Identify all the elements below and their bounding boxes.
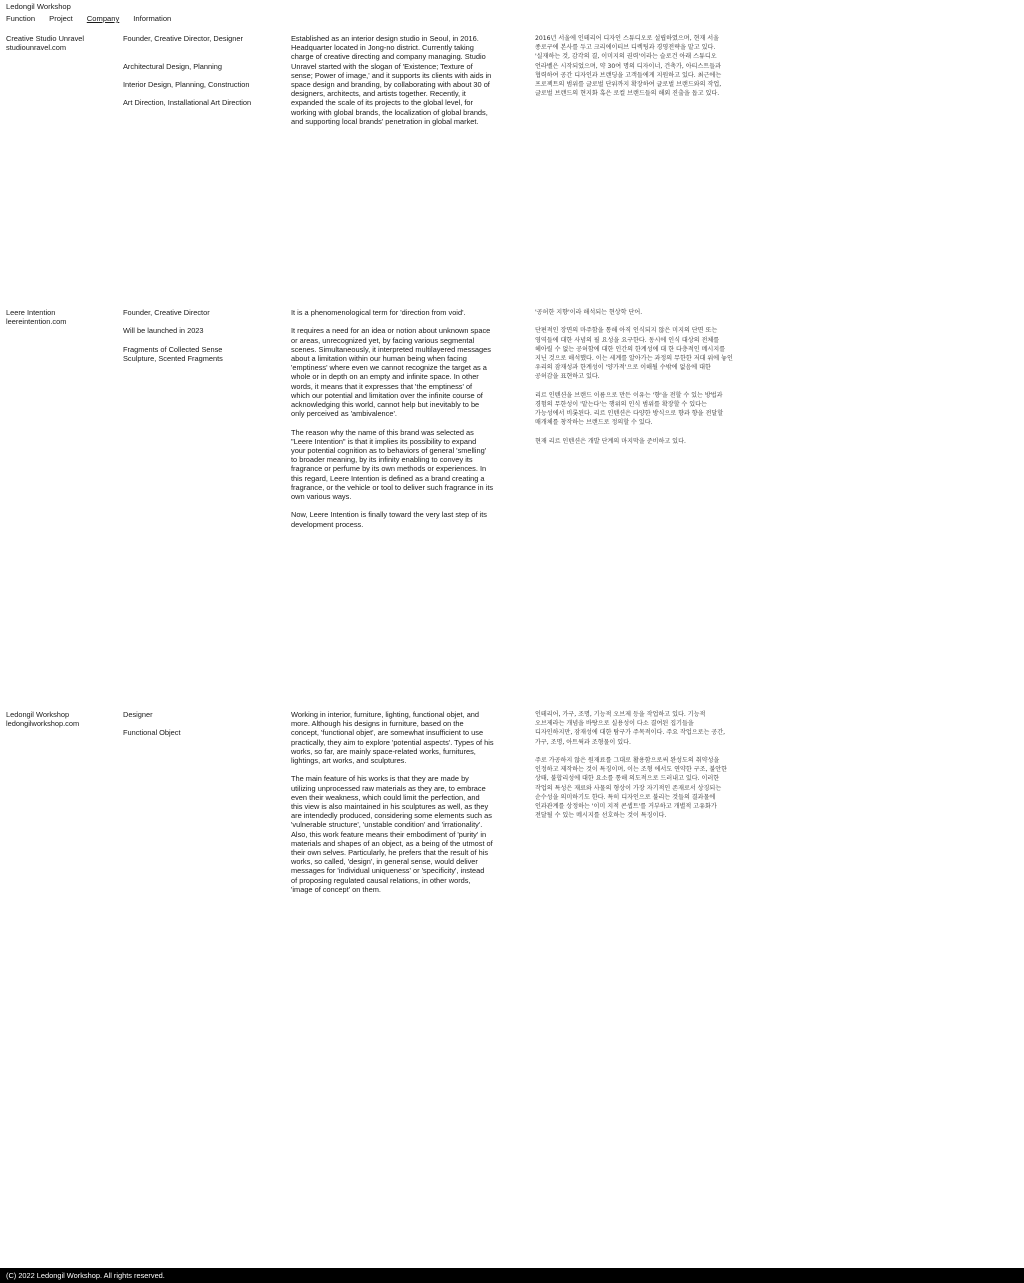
company-name-column [6,308,116,326]
description-paragraph: The main feature of his works is that they are made by utilizing unprocessed raw materials as they are, to embrace even their weakness, which could limit the perfection, and this view is also maintained in his sculptures as well, as they are intendedly produced, considering some elements such as 'vulnerable structure', 'unstable condition' and 'irrationality'. Also, this work feature means their embodiment of 'purity' in materials and shapes of an object, as a being of the utmost of their own selves. Particularly, he prefers that the result of his works, so called, 'design', in general sense, would deliver messages for 'individual uniqueness' or 'specificity', instead of proposing regulated causal relations, in other words, 'image of concept' on them. [291,774,493,894]
copyright-text: (C) 2022 Ledongil Workshop. All rights reserved. [6,1271,165,1280]
site-title[interactable]: Ledongil Workshop [6,2,71,11]
field-item: Interior Design, Planning, Construction [123,80,250,89]
role-text: Founder, Creative Director [123,308,210,317]
korean-description [535,710,747,830]
description-paragraph: 2016년 서울에 인테리어 디자인 스튜디오로 설립하였으며, 현재 서울 종로구에 본사를 두고 크리에이티브 디렉팅과 경영전략을 맡고 있다. '실재하는 것, 감각의 결, 이미지의 권력'이라는 슬로건 아래 스튜디오 언라벨은 시작되었으며, 약 30여 명의 디자이너, 건축가, 아티스트들과 협력하여 공간 디자인과 브랜딩을 고객들에게 지원하고 있다. 최근에는 프로젝트의 범위를 글로벌 단위까지 확장하여 글로벌 브랜드와의 작업, 글로벌 브랜드의 현지화 혹은 로컬 브랜드들의 해외 진출을 돕고 있다. [535,35,722,98]
company-website-link[interactable]: leereintention.com [6,317,67,327]
description-paragraph: Established as an interior design studio in Seoul, in 2016. Headquarter located in Jong-no district. Currently taking charge of creative directing and company managing. Studio Unravel started with the slogan of 'Existence; Texture of sense; Power of image,' and it supports its clients with aids in space design and branding, by collaborating with about 30 of designers, architects, and artists together. Recently, it expanded the scale of its projects to the global level, for working with global brands, the localization of global brands, and supporting local brands' penetration in global market. [291,34,492,126]
field-item: Art Direction, Installational Art Direction [123,98,252,108]
english-description [291,710,503,903]
description-paragraph: It requires a need for an idea or notion about unknown space or areas, unrecognized yet, by facing various segmental scenes. Simultaneously, it interpreted multilayered messages about a limitation within our human being when facing 'emptiness' where even we cannot recognize the target as a whole or in depth on an empty and infinite space. In other words, it means that it expresses that 'the emptiness' of which our potential and limitation over the infinite course of acknowledging this world, cannot help but inevitably to be only perceived as 'ambivalence'. [291,326,491,419]
description-paragraph: '공허한 지향'이라 해석되는 현상학 단어. [535,309,643,316]
company-name-column [6,34,116,52]
footer-bar [0,1268,1024,1283]
description-paragraph: It is a phenomenological term for 'direction from void'. [291,308,466,317]
company-website-link[interactable]: ledongilworkshop.com [6,719,80,729]
role-column [123,34,283,117]
nav-item-information[interactable]: Information [133,14,172,23]
company-name: Leere Intention [6,308,56,317]
field-item: Architectural Design, Planning [123,61,223,71]
description-paragraph: 주로 가공하지 않은 원재료를 그대로 활용함으로써 완성도의 취약성을 인정하고 제작하는 것이 특징이며, 이는 조형 에서도 연약한 구조, 불안한 상태, 불합리성에 대한 요소를 통해 의도적으로 드러내고 있다. 이러한 작업의 특성은 재료와 사물의 형상이 가장 자기적인 존재로서 상징되는 순수성을 의미하기도 한다. 특히 디자인으로 불리는 것들의 결과물에 인과관계를 상정하는 '이미 지적 콘셉트'를 거부하고 개별적 고유화가 전달될 수 있는 메시지를 선호하는 것이 특징이다. [535,757,728,820]
description-paragraph: Working in interior, furniture, lighting, functional objet, and more. Although his designs in furniture, based on the concept, 'functional objet', are somewhat insufficient to use practically, they aim to explore 'potential aspects'. Types of his works, so far, are mainly space-related works, furnitures, lightings, art works, and sculptures. [291,710,494,766]
english-description [291,34,503,135]
korean-description [535,34,747,108]
nav-item-company[interactable]: Company [86,14,120,23]
field-item: Functional Object [123,728,181,738]
field-item: Will be launched in 2023 [123,326,204,336]
role-text: Founder, Creative Director, Designer [123,34,243,43]
description-paragraph: 단편적인 장면의 마주함을 통해 아직 인식되지 않은 미지의 단면 또는 영역들에 대한 사념의 필 요성을 요구한다. 동시에 인식 대상의 전체를 헤아릴 수 없는 공허함에 대한 인간의 한계성에 대 한 다층적인 메시지를 지닌 것으로 해석했다. 이는 세계를 알아가는 과정의 무한한 저대 위에 놓인 우리의 잠재성과 한계성이 '양가적'으로 이해될 수밖에 없음에 대한 공허감을 표현하고 있다. [535,327,733,381]
korean-description [535,308,747,455]
description-paragraph: 인테리어, 가구, 조명, 기능적 오브제 등을 작업하고 있다. 기능적 오브제라는 개념을 바탕으로 실용성이 다소 결여된 집기들을 디자인하지만, 잠재성에 대한 탐구가 주목적이다. 주요 작업으로는 공간, 가구, 조명, 아트웍과 조형물이 있다. [535,711,726,746]
role-text: Designer [123,710,153,719]
company-name: Creative Studio Unravel [6,34,85,43]
main-nav [6,14,185,23]
company-name: Ledongil Workshop [6,710,70,719]
field-item: Fragments of Collected Sense Sculpture, Scented Fragments [123,344,223,363]
company-website-link[interactable]: studiounravel.com [6,43,66,53]
nav-item-project[interactable]: Project [49,14,73,23]
description-paragraph: Now, Leere Intention is finally toward the very last step of its development process. [291,510,487,529]
description-paragraph: 현재 리르 인텐션은 개발 단계의 마지막을 준비하고 있다. [535,437,686,445]
description-paragraph: The reason why the name of this brand was selected as "Leere Intention" is that it implies its possibility to expand your potential cognition as to behaviors of general 'smelling' to broader meaning, by its infinity enabling to convey its fragrance or perfume by its own methods or experiences. In this regard, Leere Intention is defined as a brand creating a fragrance, or the vehicle or tool to deliver such fragrance in its own various ways. [291,427,494,502]
role-column [123,710,283,747]
nav-item-function[interactable]: Function [6,14,36,23]
english-description [291,308,503,538]
description-paragraph: 리르 인텐션을 브랜드 이름으로 만든 이유는 '향'을 전할 수 있는 방법과 경험의 무한성이 '맡는다'는 행위의 인식 범위를 확장할 수 있다는 가능성에서 비롯된다. 리르 인텐션은 다양한 방식으로 향과 향을 전달할 매개체를 창작하는 브랜드로 정의할 수 있다. [535,391,724,427]
role-column [123,308,283,372]
company-name-column [6,710,116,728]
